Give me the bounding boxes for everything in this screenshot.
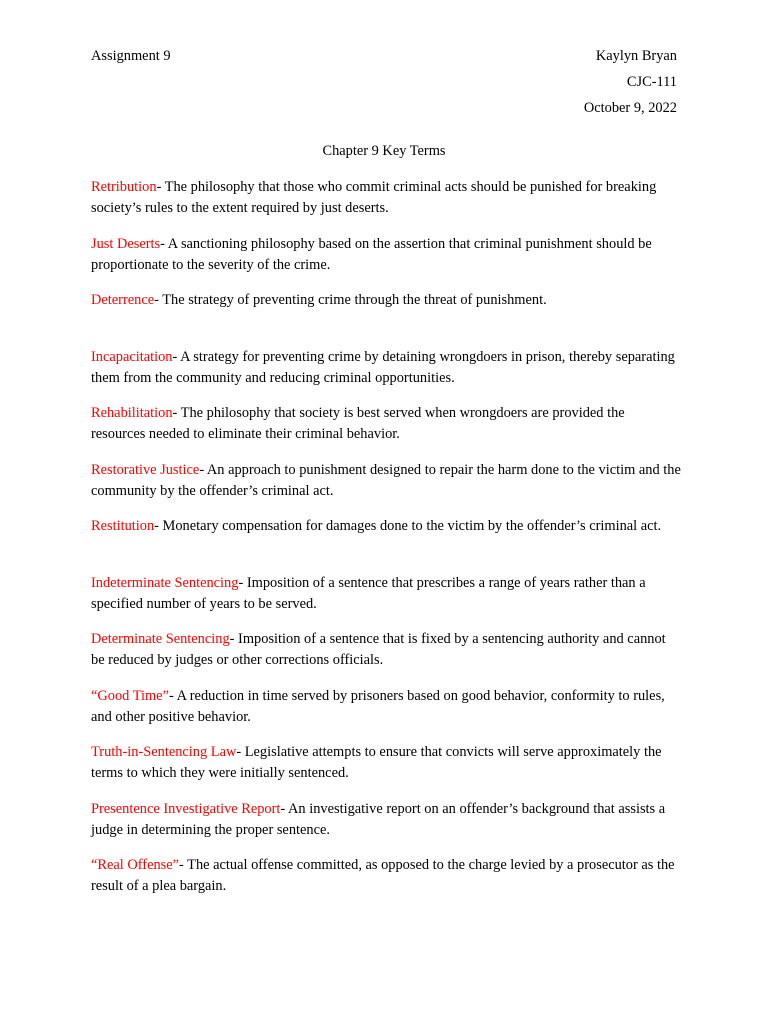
- term-name: Deterrence: [91, 292, 155, 308]
- term-definition: - Imposition of a sentence that is fixed by a sentencing authority and cannot be reduced by judges or other corrections officials.: [91, 631, 666, 668]
- term-definition: - An investigative report on an offender’s background that assists a judge in determining the proper sentence.: [91, 800, 666, 838]
- term-name: “Good Time”: [91, 687, 169, 704]
- term-entry: [91, 573, 681, 630]
- term-definition: - A strategy for preventing crime by detaining wrongdoers in prison, thereby separating them from the community and reducing criminal opportunities.: [91, 348, 675, 386]
- term-name: Rehabilitation: [91, 405, 173, 421]
- author-name: Kaylyn Bryan: [595, 48, 677, 64]
- term-entry: [91, 403, 681, 460]
- term-entry: [91, 799, 681, 856]
- term-entry: [91, 686, 681, 743]
- term-name: Restorative Justice: [91, 461, 200, 478]
- term-definition: - An approach to punishment designed to repair the harm done to the victim and the community by the offender’s criminal act.: [91, 461, 681, 499]
- term-name: Restitution: [91, 518, 155, 534]
- term-definition: - Legislative attempts to ensure that convicts will serve approximately the terms to which they were initially sentenced.: [91, 744, 662, 781]
- term-entry: [91, 347, 681, 404]
- term-entry: [91, 855, 681, 912]
- term-definition: - The actual offense committed, as opposed to the charge levied by a prosecutor as the result of a plea bargain.: [91, 857, 675, 894]
- term-entry: [91, 290, 681, 347]
- term-name: Determinate Sentencing: [91, 631, 230, 647]
- term-entry: [91, 742, 681, 799]
- term-definition: - Monetary compensation for damages done to the victim by the offender’s criminal act.: [154, 518, 662, 534]
- course-code: CJC-111: [626, 74, 677, 90]
- term-definition: - The philosophy that those who commit criminal acts should be punished for breaking society’s rules to the extent required by just deserts.: [91, 179, 657, 216]
- header-info: [584, 46, 677, 124]
- term-name: Just Deserts: [91, 235, 161, 252]
- terms-list: [91, 177, 681, 912]
- term-entry: [91, 177, 681, 234]
- term-definition: - The strategy of preventing crime through the threat of punishment.: [154, 292, 547, 308]
- term-entry: [91, 234, 681, 291]
- term-name: Truth-in-Sentencing Law: [91, 744, 237, 760]
- term-entry: [91, 516, 681, 573]
- term-name: Retribution: [91, 179, 157, 195]
- term-definition: - A sanctioning philosophy based on the assertion that criminal punishment should be proportionate to the severity of the crime.: [91, 235, 652, 273]
- term-definition: - A reduction in time served by prisoners based on good behavior, conformity to rules, and other positive behavior.: [91, 687, 665, 725]
- term-name: Presentence Investigative Report: [91, 800, 281, 817]
- term-entry: [91, 460, 681, 517]
- term-name: Indeterminate Sentencing: [91, 574, 239, 591]
- term-name: “Real Offense”: [91, 857, 180, 873]
- assignment-label: Assignment 9: [91, 48, 171, 64]
- term-definition: - The philosophy that society is best served when wrongdoers are provided the resources needed to eliminate their criminal behavior.: [91, 405, 625, 442]
- term-definition: - Imposition of a sentence that prescribes a range of years rather than a specified number of years to be served.: [91, 574, 646, 612]
- term-entry: [91, 629, 681, 686]
- document-date: October 9, 2022: [583, 100, 677, 116]
- term-name: Incapacitation: [91, 348, 173, 365]
- page-title: Chapter 9 Key Terms: [322, 143, 446, 159]
